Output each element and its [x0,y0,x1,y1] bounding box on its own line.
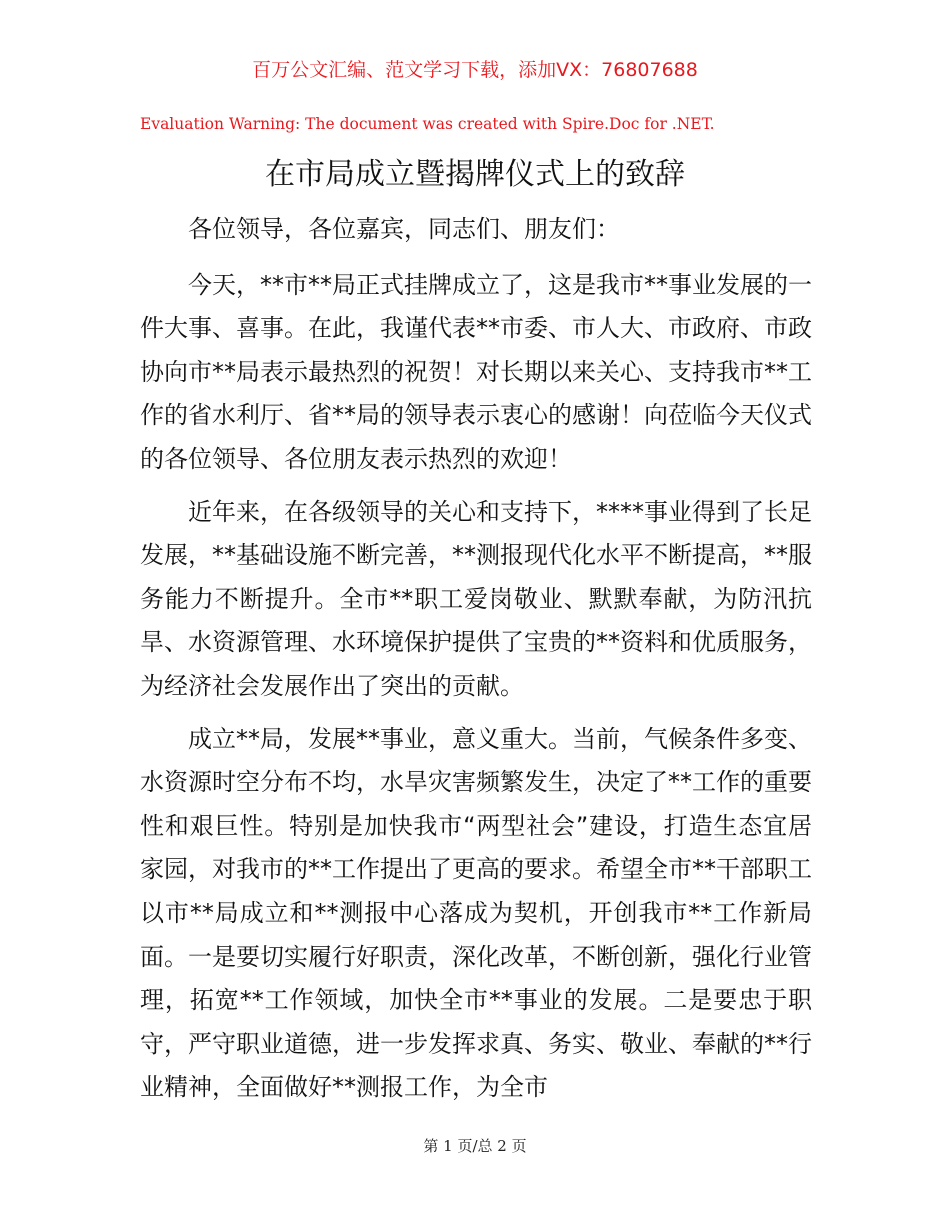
paragraph-2: 近年来，在各级领导的关心和支持下，****事业得到了长足发展，**基础设施不断完善，**测报现代化水平不断提高，**服务能力不断提升。全市**职工爱岗敬业、默默奉献，为防汛抗旱、水资源管理、水环境保护提供了宝贵的**资料和优质服务，为经济社会发展作出了突出的贡献。 [140,497,812,700]
page-indicator: 第 1 页/总 2 页 [423,1137,527,1155]
evaluation-warning: Evaluation Warning: The document was created with Spire.Doc for .NET. [140,115,715,133]
paragraph-1: 今天，**市**局正式挂牌成立了，这是我市**事业发展的一件大事、喜事。在此，我谨代表**市委、市人大、市政府、市政协向市**局表示最热烈的祝贺！对长期以来关心、支持我市**工作的省水利厅、省**局的领导表示衷心的感谢！向莅临今天仪式的各位领导、各位朋友表示热烈的欢迎！ [140,270,812,473]
document-title: 在市局成立暨揭牌仪式上的致辞 [265,157,685,192]
document-body [140,208,812,1119]
salutation: 各位领导，各位嘉宾，同志们、朋友们： [188,215,620,243]
header-banner: 百万公文汇编、范文学习下载，添加VX：76807688 [252,59,698,81]
paragraph-3: 成立**局，发展**事业，意义重大。当前，气候条件多变、水资源时空分布不均，水旱灾害频繁发生，决定了**工作的重要性和艰巨性。特别是加快我市“两型社会”建设，打造生态宜居家园，对我市的**工作提出了更高的要求。希望全市**干部职工以市**局成立和**测报中心落成为契机，开创我市**工作新局面。一是要切实履行好职责，深化改革，不断创新，强化行业管理，拓宽**工作领域，加快全市**事业的发展。二是要忠于职守，严守职业道德，进一步发挥求真、务实、敬业、奉献的**行业精神，全面做好**测报工作，为全市 [140,724,812,1102]
